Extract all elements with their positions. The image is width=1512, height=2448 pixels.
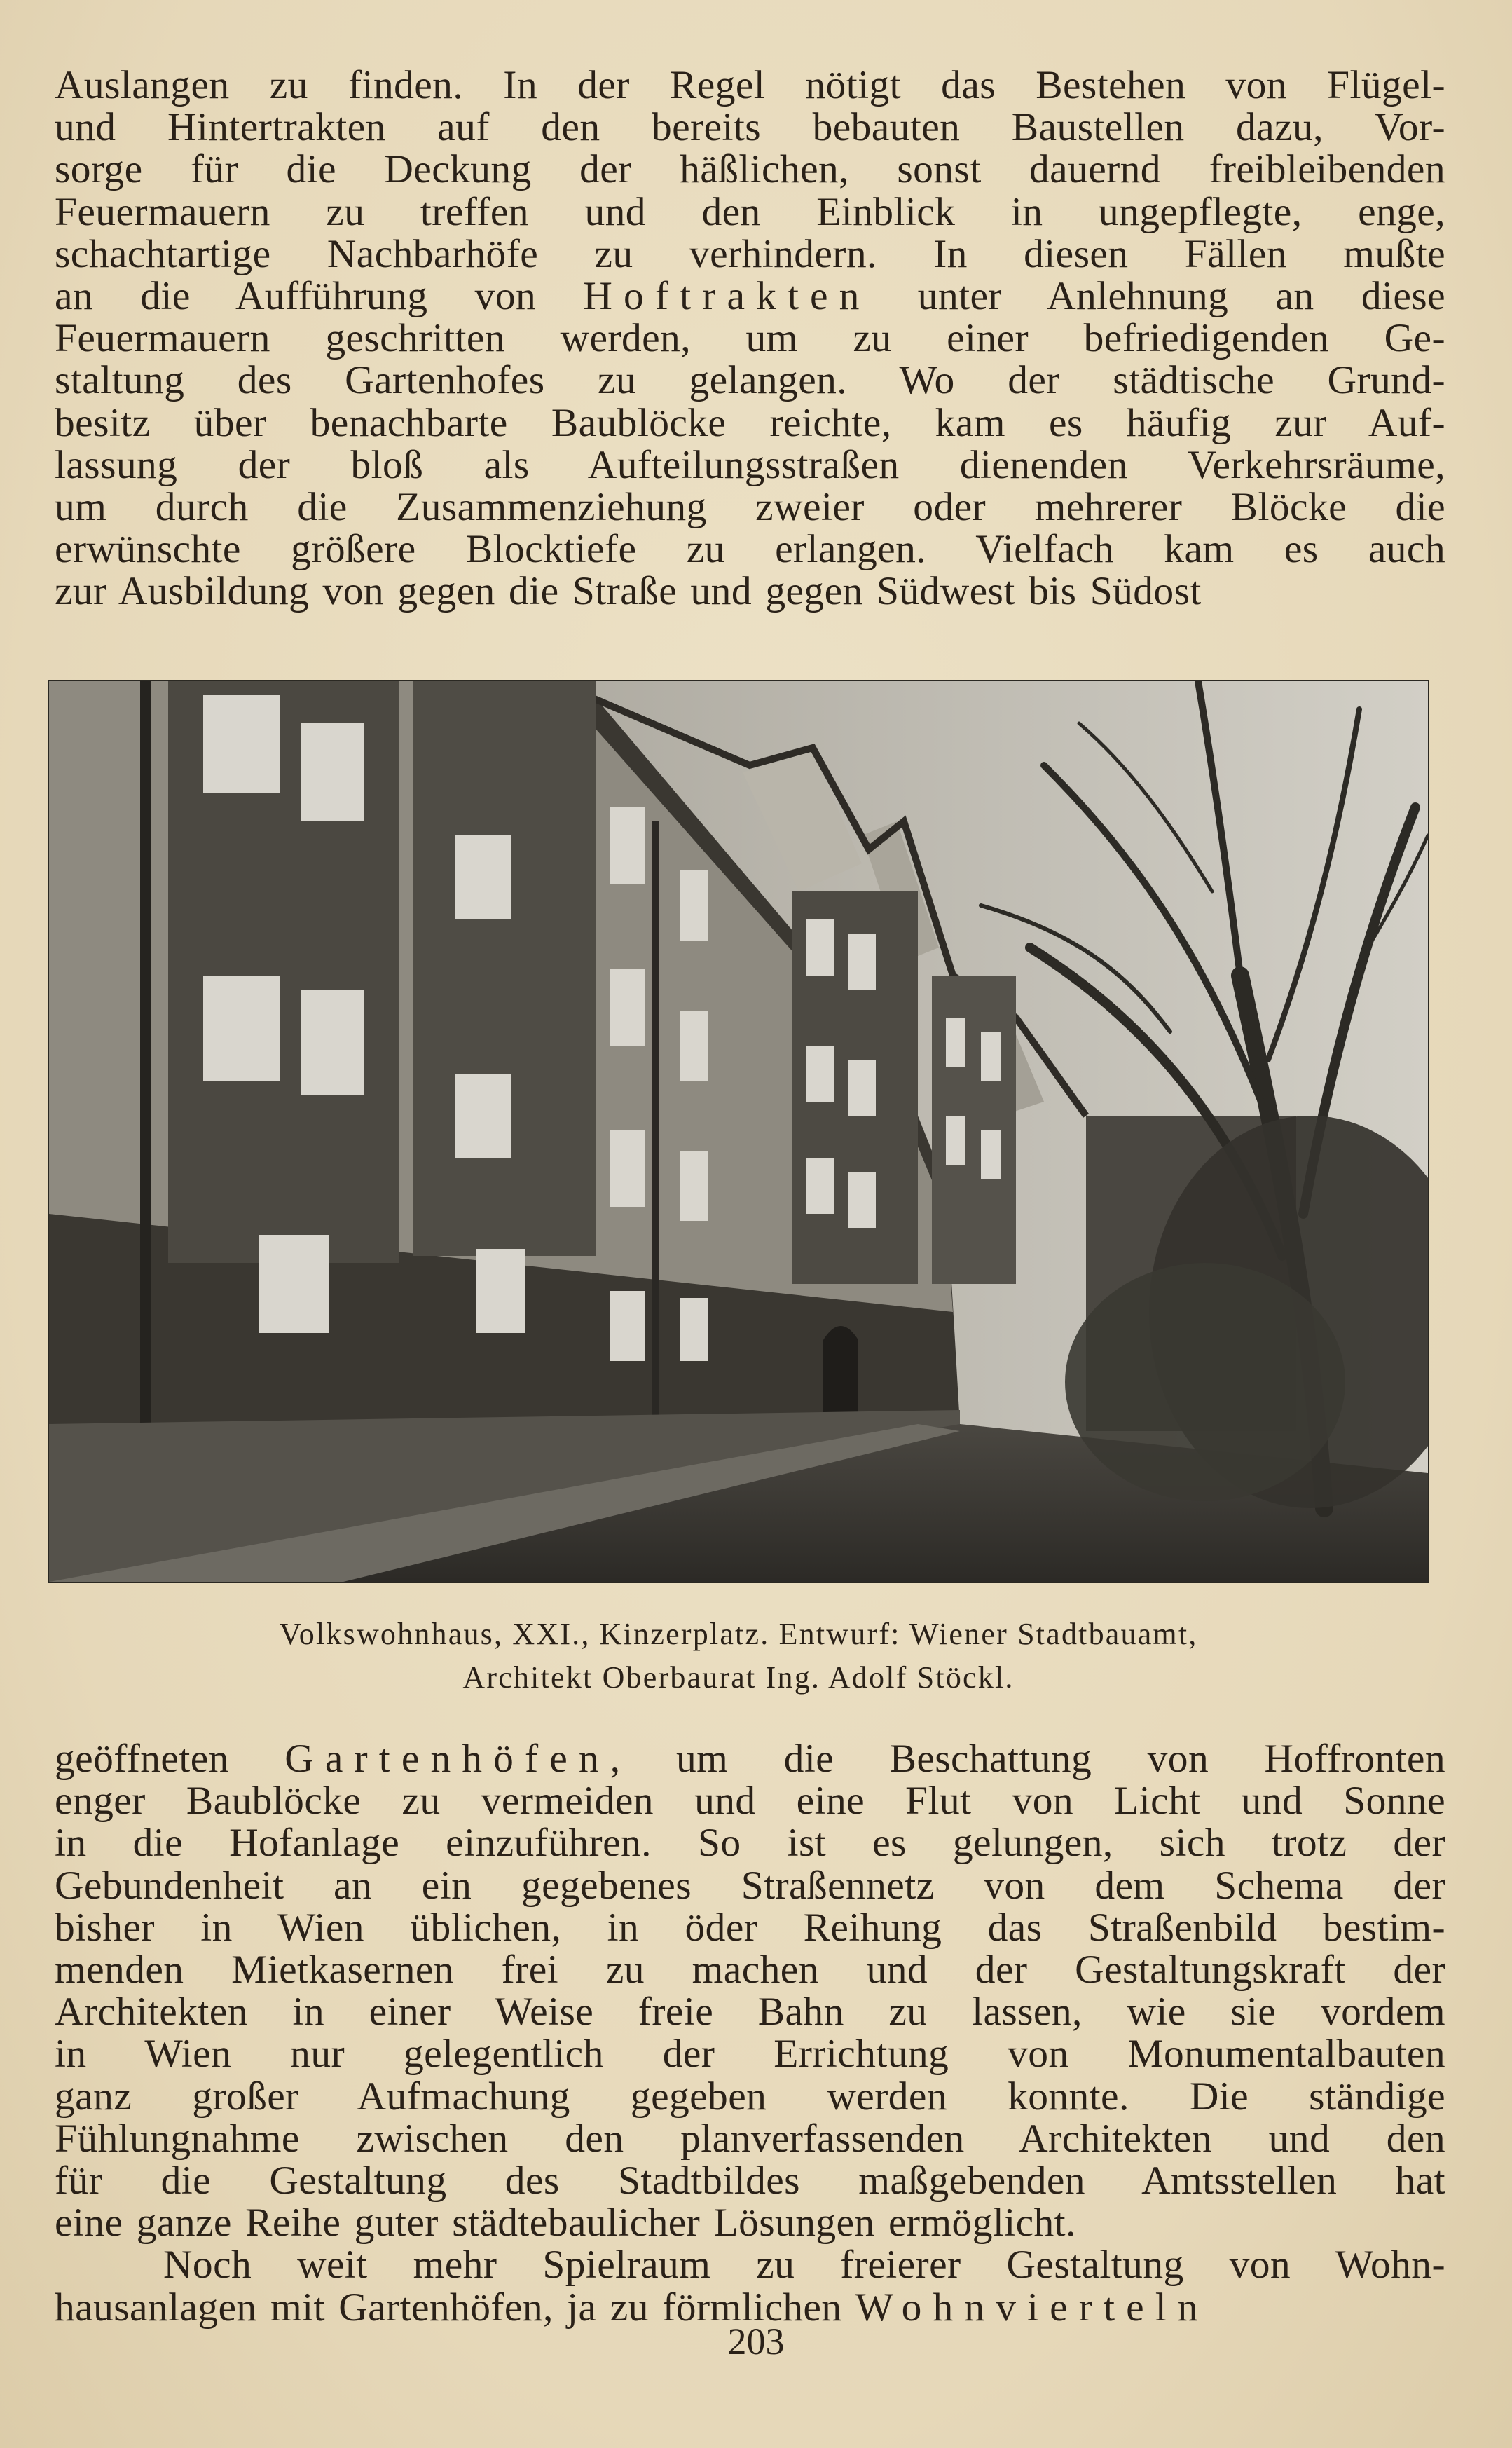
text-segment: hausanlagen mit Gartenhöfen, ja zu förmlichen <box>55 2285 855 2330</box>
text-line: schachtartige Nachbarhöfe zu verhindern. In diesen Fällen mußte <box>55 231 1445 276</box>
text-line: zur Ausbildung von gegen die Straße und gegen Südwest bis Südost <box>55 569 1202 614</box>
text-line: Feuermauern zu treffen und den Einblick in ungepflegte, enge, <box>55 189 1445 234</box>
text-line: eine ganze Reihe guter städtebaulicher Lösungen ermöglicht. <box>55 2201 1076 2245</box>
text-segment: unter Anlehnung an diese <box>870 274 1445 319</box>
text-line: für die Gestaltung des Stadtbildes maßgebenden Amtsstellen hat <box>55 2159 1445 2203</box>
text-line: besitz über benachbarte Baublöcke reichte, kam es häufig zur Auf- <box>55 400 1445 445</box>
text-line: Architekten in einer Weise freie Bahn zu lassen, wie sie vordem <box>55 1990 1445 2035</box>
text-line: Noch weit mehr Spielraum zu freierer Gestaltung von Wohn- <box>163 2243 1445 2288</box>
text-line: erwünschte größere Blocktiefe zu erlangen. Vielfach kam es auch <box>55 527 1445 572</box>
body-text-top <box>55 64 1445 613</box>
figure-caption-line-2: Architekt Oberbaurat Ing. Adolf Stöckl. <box>462 1660 1015 1695</box>
body-text-bottom <box>55 1738 1445 2329</box>
text-line: in Wien nur gelegentlich der Errichtung von Monumentalbauten <box>55 2032 1445 2077</box>
emphasized-term: Gartenhöfen <box>284 1737 610 1781</box>
text-line: staltung des Gartenhofes zu gelangen. Wo der städtische Grund- <box>55 358 1445 403</box>
building-photograph <box>49 681 1428 1582</box>
text-line <box>55 1738 1445 1780</box>
text-line: in die Hofanlage einzuführen. So ist es gelungen, sich trotz der <box>55 1821 1445 1866</box>
photo-illustration <box>49 681 1428 1582</box>
text-segment: geöffneten <box>55 1737 285 1781</box>
text-line: bisher in Wien üblichen, in öder Reihung das Straßenbild bestim- <box>55 1905 1445 1950</box>
emphasized-term: Wohnvierteln <box>855 2285 1209 2330</box>
page-number: 203 <box>727 2320 785 2362</box>
text-line: und Hintertrakten auf den bereits bebauten Baustellen dazu, Vor- <box>55 105 1445 150</box>
text-line: um durch die Zusammenziehung zweier oder mehrerer Blöcke die <box>55 485 1445 530</box>
text-line: sorge für die Deckung der häßlichen, sonst dauernd freibleibenden <box>55 147 1445 192</box>
text-segment: , um die Beschattung von Hoffronten <box>610 1737 1445 1781</box>
text-line: Auslangen zu finden. In der Regel nötigt das Bestehen von Flügel- <box>55 63 1445 107</box>
figure-caption-line-1: Volkswohnhaus, XXI., Kinzerplatz. Entwurf: Wiener Stadtbauamt, <box>279 1617 1198 1651</box>
text-line: lassung der bloß als Aufteilungsstraßen dienenden Verkehrsräume, <box>55 442 1445 487</box>
text-line <box>55 275 1445 317</box>
text-line: menden Mietkasernen frei zu machen und der Gestaltungskraft der <box>55 1948 1445 1992</box>
text-line: Gebundenheit an ein gegebenes Straßennetz von dem Schema der <box>55 1863 1445 1908</box>
text-line: Fühlungnahme zwischen den planverfassenden Architekten und den <box>55 2116 1445 2161</box>
text-line: ganz großer Aufmachung gegeben werden konnte. Die ständige <box>55 2074 1445 2119</box>
text-line: Feuermauern geschritten werden, um zu einer befriedigenden Ge- <box>55 316 1445 361</box>
text-segment: an die Aufführung von <box>55 274 584 319</box>
emphasized-term: Hoftrakten <box>583 274 871 319</box>
text-line: enger Baublöcke zu vermeiden und eine Flut von Licht und Sonne <box>55 1779 1445 1824</box>
